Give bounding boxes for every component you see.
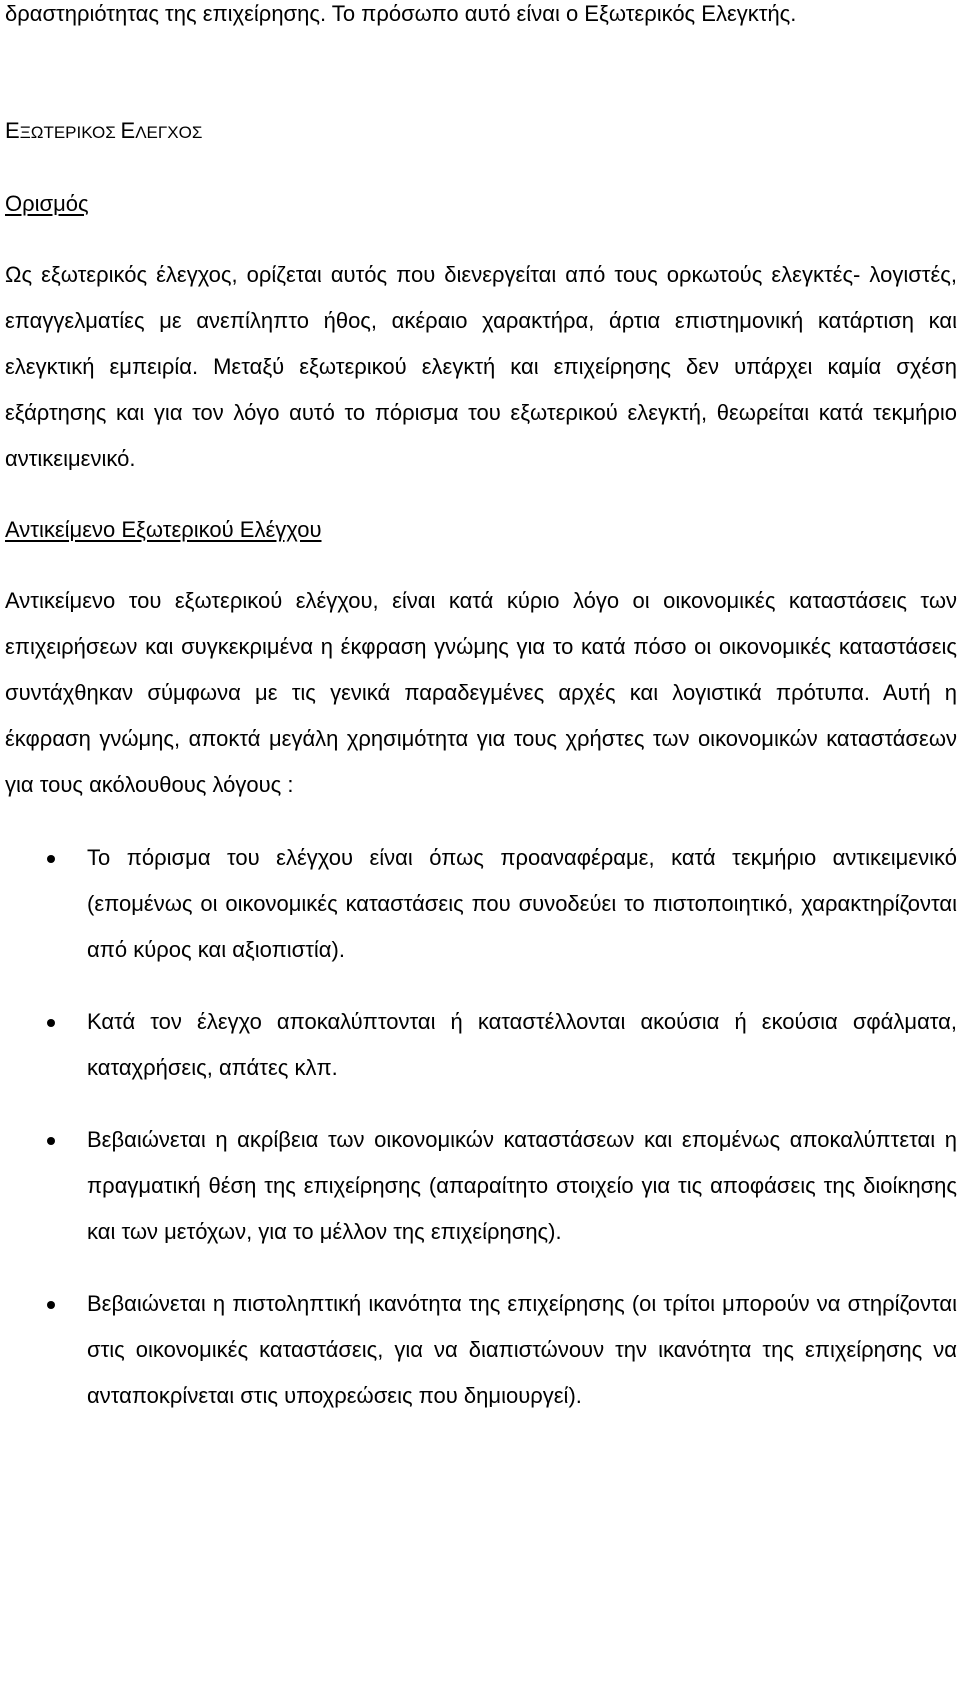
intro-paragraph: δραστηριότητας της επιχείρησης. Το πρόσωπο αυτό είναι ο Εξωτερικός Ελεγκτής.: [5, 1, 797, 26]
bullet-icon: [47, 855, 55, 863]
reasons-list-item: [5, 999, 957, 1091]
reasons-list-item-text: Βεβαιώνεται η ακρίβεια των οικονομικών καταστάσεων και επομένως αποκαλύπτεται η πραγματική θέση της επιχείρησης (απαραίτητο στοιχείο για τις αποφάσεις της διοίκησης και των μετόχων, για το μέλλον της επιχείρησης).: [87, 1127, 957, 1244]
object-paragraph: Αντικείμενο του εξωτερικού ελέγχου, είναι κατά κύριο λόγο οι οικονομικές καταστάσεις των επιχειρήσεων και συγκεκριμένα η έκφραση γνώμης για το κατά πόσο οι οικονομικές καταστάσεις συντάχθηκαν σύμφωνα με τις γενικά παραδεγμένες αρχές και λογιστικά πρότυπα. Αυτή η έκφραση γνώμης, αποκτά μεγάλη χρησιμότητα για τους χρήστες των οικονομικών καταστάσεων για τους ακόλουθους λόγους :: [5, 588, 957, 797]
bullet-icon: [47, 1137, 55, 1145]
definition-heading: Ορισμός: [5, 191, 89, 216]
reasons-list-item: [5, 835, 957, 973]
reasons-list: [5, 835, 957, 1419]
bullet-icon: [47, 1301, 55, 1309]
object-heading: Αντικείμενο Εξωτερικού Ελέγχου: [5, 517, 322, 542]
section-title-second-word: ΛΕΓΧΟΣ: [135, 123, 203, 142]
reasons-list-item-text: Κατά τον έλεγχο αποκαλύπτονται ή καταστέλλονται ακούσια ή εκούσια σφάλματα, καταχρήσεις, απάτες κλπ.: [87, 1009, 957, 1080]
reasons-list-item: [5, 1117, 957, 1255]
reasons-list-item-text: Το πόρισμα του ελέγχου είναι όπως προαναφέραμε, κατά τεκμήριο αντικειμενικό (επομένως οι οικονομικές καταστάσεις που συνοδεύει το πιστοποιητικό, χαρακτηρίζονται από κύρος και αξιοπιστία).: [87, 845, 957, 962]
reasons-list-item: [5, 1281, 957, 1419]
bullet-icon: [47, 1019, 55, 1027]
section-title-second-capital: Ε: [120, 118, 136, 143]
definition-paragraph: Ως εξωτερικός έλεγχος, ορίζεται αυτός που διενεργείται από τους ορκωτούς ελεγκτές- λογιστές, επαγγελματίες με ανεπίληπτο ήθος, ακέραιο χαρακτήρα, άρτια επιστημονική κατάρτιση και ελεγκτική εμπειρία. Μεταξύ εξωτερικού ελεγκτή και επιχείρησης δεν υπάρχει καμία σχέση εξάρτησης και για τον λόγο αυτό το πόρισμα του εξωτερικού ελεγκτή, θεωρείται κατά τεκμήριο αντικειμενικό.: [5, 262, 957, 471]
section-title-first-word: ΞΩΤΕΡΙΚΟΣ: [19, 123, 121, 142]
section-title-first-capital: Ε: [5, 118, 20, 143]
reasons-list-item-text: Βεβαιώνεται η πιστοληπτική ικανότητα της επιχείρησης (οι τρίτοι μπορούν να στηρίζονται στις οικονομικές καταστάσεις, για να διαπιστώνουν την ικανότητα της επιχείρησης να ανταποκρίνεται στις υποχρεώσεις που δημιουργεί).: [87, 1291, 957, 1408]
section-title: [5, 108, 957, 156]
